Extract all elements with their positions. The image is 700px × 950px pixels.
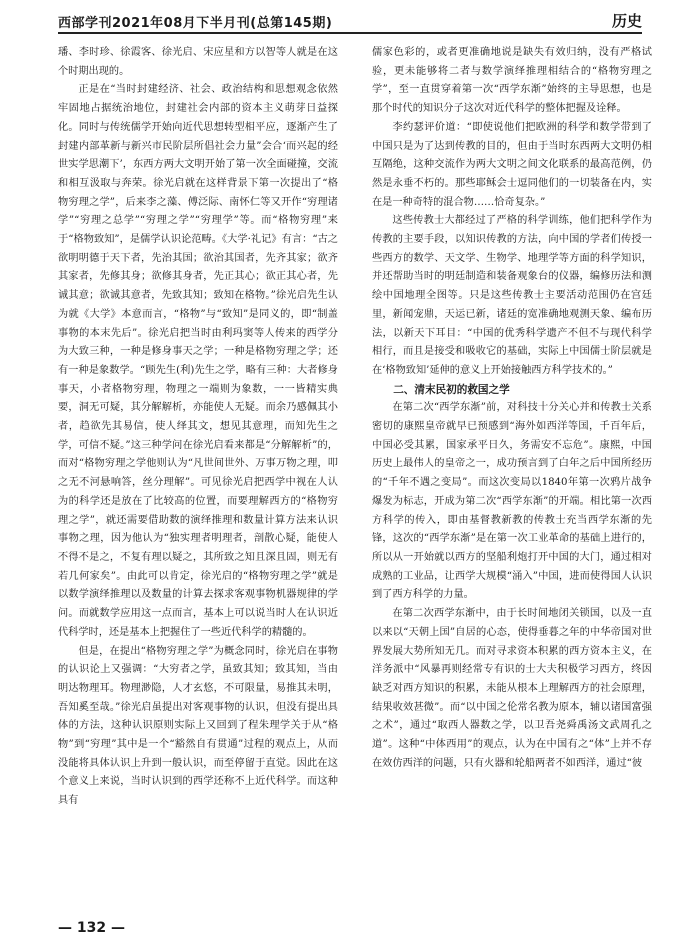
paragraph: 正是在“当时封建经济、社会、政治结构和思想观念依然牢固地占据统治地位，封建社会内部的资本主义萌芽日益探化。同时与传统儒学开始向近代思想转型相平应，逐渐产生了封建内部革新与新兴市民阶层所倡社会力量”会合‘而兴起的经世实学思潮下’，东西方两大文明开始了第一次全面碰撞，交流和相互汲取与奔荣。徐光启就在这样背景下第一次提出了“格物穷理之学”，后来李之藻、傅泛际、南怀仁等又开作“穷理诸学”“穷理之总学”“穷理之学”“穷理学”等。而“格物穷理”来于“格物致知”，是儒学认识论范畴。《大学·礼记》有言：“古之欲明明德于天下者，先治其国；欲治其国者，先齐其家；欲齐其家者，先修其身；欲修其身者，先正其心；欲正其心者，先诚其意；欲诚其意者，先致其知；致知在格物。”徐光启先生认为就《大学》本意而言，“格物”与“致知”是同义的，即“制盖事物的本末先后”。徐光启把当时由利玛窦等人传来的西学分为大致三种，一种是修身事天之学；一种是格物穷理之学；还有一种是象数学。“顾先生(利)先生之学，略有三种：大者修身事天，小者格物穷理，物理之一端则为象数，一一皆精实典要，洞无可疑，其分解解析，亦能使人无疑。而余乃感佩其小者，趋欲先其易信，使人绎其文，想见其意理，而知先生之学，可信不疑。”这三种学问在徐光启看来都是“分解解析”的，而对“格物穷理之学他则认为“凡世间世外、万事万物之理，叩之无不河悬响答，丝分理解”。可见徐光启把西学中视在人认为的科学还是放在了比较高的位置，而要理解西方的“格物穷理之学”，就还需要借助数的演绎推理和数量计算方法来认识事物之理，因为他认为“独实理者明理者，剖散心疑，能使人不得不是之，不复有理以疑之，其所致之知且深且固，则无有若几何家矣”。由此可以肯定，徐光启的“格物穷理之学”就是以数学演绎推理以及数量的计算去探求客观事物机器规律的学问。而就数学应用这一点而言，基本上可以说当时人在认识近代科学时，还是基本上把握住了一些近代科学的精髓的。 <box>58 84 338 638</box>
paragraph: 李约瑟评价道：“即使说他们把欧洲的科学和数学带到了中国只是为了达到传教的目的，但由于当时东西两大文明仍相互隔绝，这种交流作为两大文明之间文化联系的最高范例，仍然是永垂不朽的。那些耶稣会士逗同他们的一切装备在内，实在是一种奇特的混合物……恰奇复杂。” <box>372 121 652 208</box>
page-header <box>58 8 642 34</box>
section-title: 历史 <box>611 12 642 30</box>
paragraph: 儒家色彩的，或者更准确地说是缺失有效归纳，没有严格试验，更未能够将二者与数学演绎推理相结合的“格物穷理之学”，至一直贯穿着第一次“西学东渐”始终的主导思想，也是那个时代的知识分子这次对近代科学的整体把握及诠释。 <box>372 47 652 115</box>
paragraph: 璠、李时珍、徐霞客、徐光启、宋应星和方以智等人就是在这个时期出现的。 <box>58 47 338 77</box>
paragraph: 在第二次西学东渐中，由于长时间地闭关锁国，以及一直以来以“天朝上国”自居的心态，使得垂暮之年的中华帝国对世界发展大势所知无几。而对寻求资本积累的西方资本主义，在洋务派中“风暴再则经常专有识的士大夫积极学习西方，终因缺乏对西方知识的积累，未能从根本上理解西方的社会原理，结果收效甚微”。而“以中国之伦常名教为原本，辅以诸国富强之术”，通过“取西人器数之学，以卫吾尧舜禹汤文武周孔之道”。这种“中体西用”的观点，认为在中国有之“体”上并不存在效仿西洋的问题，只有火器和轮船两者不如西洋，通过“彼 <box>372 608 652 769</box>
journal-title: 西部学刊2021年08月下半月刊(总第145期) <box>58 16 333 31</box>
left-column <box>58 44 338 811</box>
section-heading: 二、清末民初的救国之学 <box>393 383 510 396</box>
paragraph: 这些传教士大都经过了严格的科学训练，他们把科学作为传教的主要手段，以知识传教的方法，向中国的学者们传授一些西方的数学、天文学、生物学、地理学等方面的科学知识，并还帮助当时的明廷制造和装备观象台的仪器，编修历法和测绘中国地理全图等。只是这些传教士主要活动范围仍在宫廷里，新闻宠鼎，天运已新，诸廷的宽准确地观测天象、编布历法，以新天下耳目：“中国的优秀科学遗产不但不与现代科学相行，而且是接受和吸收它的基础，实际上中国儒士阶层就是在‘格物致知’延伸的意义上开始接触西方科学技术的。” <box>372 215 652 376</box>
paragraph: 但是，在提出“格物穷理之学”为概念同时，徐光启在事物的认识论上又强调：“大穷者之学，虽致其知；致其知，当由明达物理耳。物理渺隐，人才玄悠，不可限量，易推其未明，吾知奚至哉。”徐光启虽提出对客观事物的认识，但没有提出具体的方法，这种认识原则实际上又回到了程朱理学关于从“格物”到“穷理”其中是一个“豁然自有贯通”过程的观点上，从而没能将具体认识上升到一般认识，而至停留于直觉。因此在这个意义上来说，当时认识到的西学还称不上近代科学。而这种具有 <box>58 645 338 807</box>
page-number: — 132 — <box>58 920 125 936</box>
right-column <box>372 44 652 773</box>
paragraph: 在第二次“西学东渐”前，对科技十分关心并和传教士关系密切的康熙皇帝就早已预感到“海外如西洋等国，千百年后，中国必受其累，国家承平日久，务需安不忘危”。康熙，中国历史上最伟人的皇帝之一，成功预言到了白年之后中国所经历的“千年不遇之变局”。而这次变局以1840年第一次鸦片战争爆发为标志，开成为第二次“西学东渐”的开端。相比第一次西方科学的传入，即由基督教新教的传教士充当西学东渐的先锋，这次的“西学东渐”是在第一次工业革命的基础上进行的，所以从一开始就以西方的坚船利炮打开中国的大门，通过相对成熟的工业品，让西学大规模“涌入”中国，进而使得国人认识到了西方科学的力量。 <box>372 402 652 601</box>
